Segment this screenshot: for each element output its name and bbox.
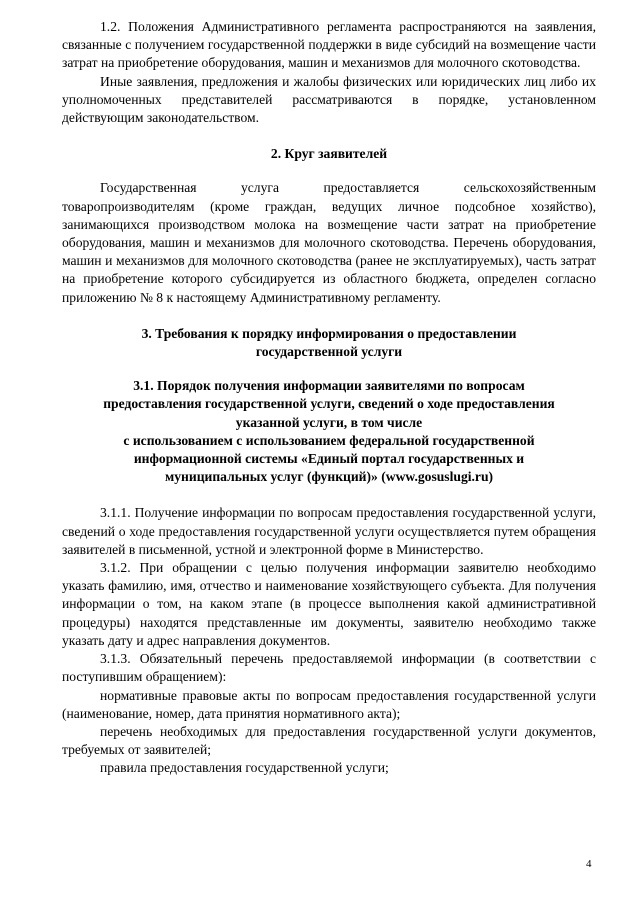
- list-item: перечень необходимых для предоставления государственной услуги документов, требуемых от заявителей;: [62, 723, 596, 758]
- section-3-1-title-line-3: указанной услуги, в том числе: [235, 414, 423, 430]
- paragraph-1-2: 1.2. Положения Административного регламента распространяются на заявления, связанные с получением государственной поддержки в виде субсидий на возмещение части затрат на приобретение оборудования, машин и механизмов для молочного скотоводства.: [62, 19, 596, 71]
- section-3-1-title-line-2: предоставления государственной услуги, сведений о ходе предоставления: [103, 396, 555, 412]
- section-3-title-line-2: государственной услуги: [255, 344, 403, 360]
- section-3-1-title-line-5: информационной системы «Единый портал государственных и: [133, 451, 525, 467]
- paragraph-3-1-2: 3.1.2. При обращении с целью получения информации заявителю необходимо указать фамилию, имя, отчество и наименование хозяйствующего субъекта. Для получения информации о том, на каком этапе (в процессе выполнения какой административной процедуры) находятся представленные им документы, заявителю необходимо также указать дату и адрес направления документов.: [62, 560, 596, 648]
- section-3-1-title-line-6: муниципальных услуг (функций)» (www.gosuslugi.ru): [164, 469, 494, 485]
- list-item: нормативные правовые акты по вопросам предоставления государственной услуги (наименование, номер, дата принятия нормативного акта);: [62, 687, 596, 721]
- page-number: 4: [586, 858, 592, 870]
- section-3-1-title-line-4: с использованием с использованием федеральной государственной: [123, 432, 535, 448]
- document-page: [62, 18, 596, 778]
- section-3-1-title-line-1: 3.1. Порядок получения информации заявителями по вопросам: [133, 378, 525, 394]
- paragraph-other-requests: Иные заявления, предложения и жалобы физических или юридических лиц либо их уполномоченных представителей рассматриваются в порядке, установленном действующим законодательством.: [62, 73, 596, 126]
- section-3-title-line-1: 3. Требования к порядку информирования о предоставлении: [141, 325, 517, 341]
- paragraph-3-1-1: 3.1.1. Получение информации по вопросам предоставления государственной услуги, сведений о ходе предоставления государственной услуги осуществляется путем обращения заявителей в письменной, устной и электронной форме в Министерство.: [62, 505, 596, 557]
- section-2-text: Государственная услуга предоставляется сельскохозяйственным товаропроизводителям (кроме граждан, ведущих личное подсобное хозяйство), занимающихся производством молока на возмещение части затрат на приобретение оборудования, машин и механизмов для молочного скотоводства. Перечень оборудования, машин и механизмов для молочного скотоводства (ранее не эксплуатируемых), часть затрат на приобретение которого субсидируется из областного бюджета, определен согласно приложению № 8 к настоящему Административному регламенту.: [62, 180, 596, 305]
- paragraph-3-1-3: 3.1.3. Обязательный перечень предоставляемой информации (в соответствии с поступившим обращением):: [62, 651, 596, 685]
- list-item: правила предоставления государственной услуги;: [100, 760, 389, 776]
- section-2-title: 2. Круг заявителей: [270, 146, 388, 162]
